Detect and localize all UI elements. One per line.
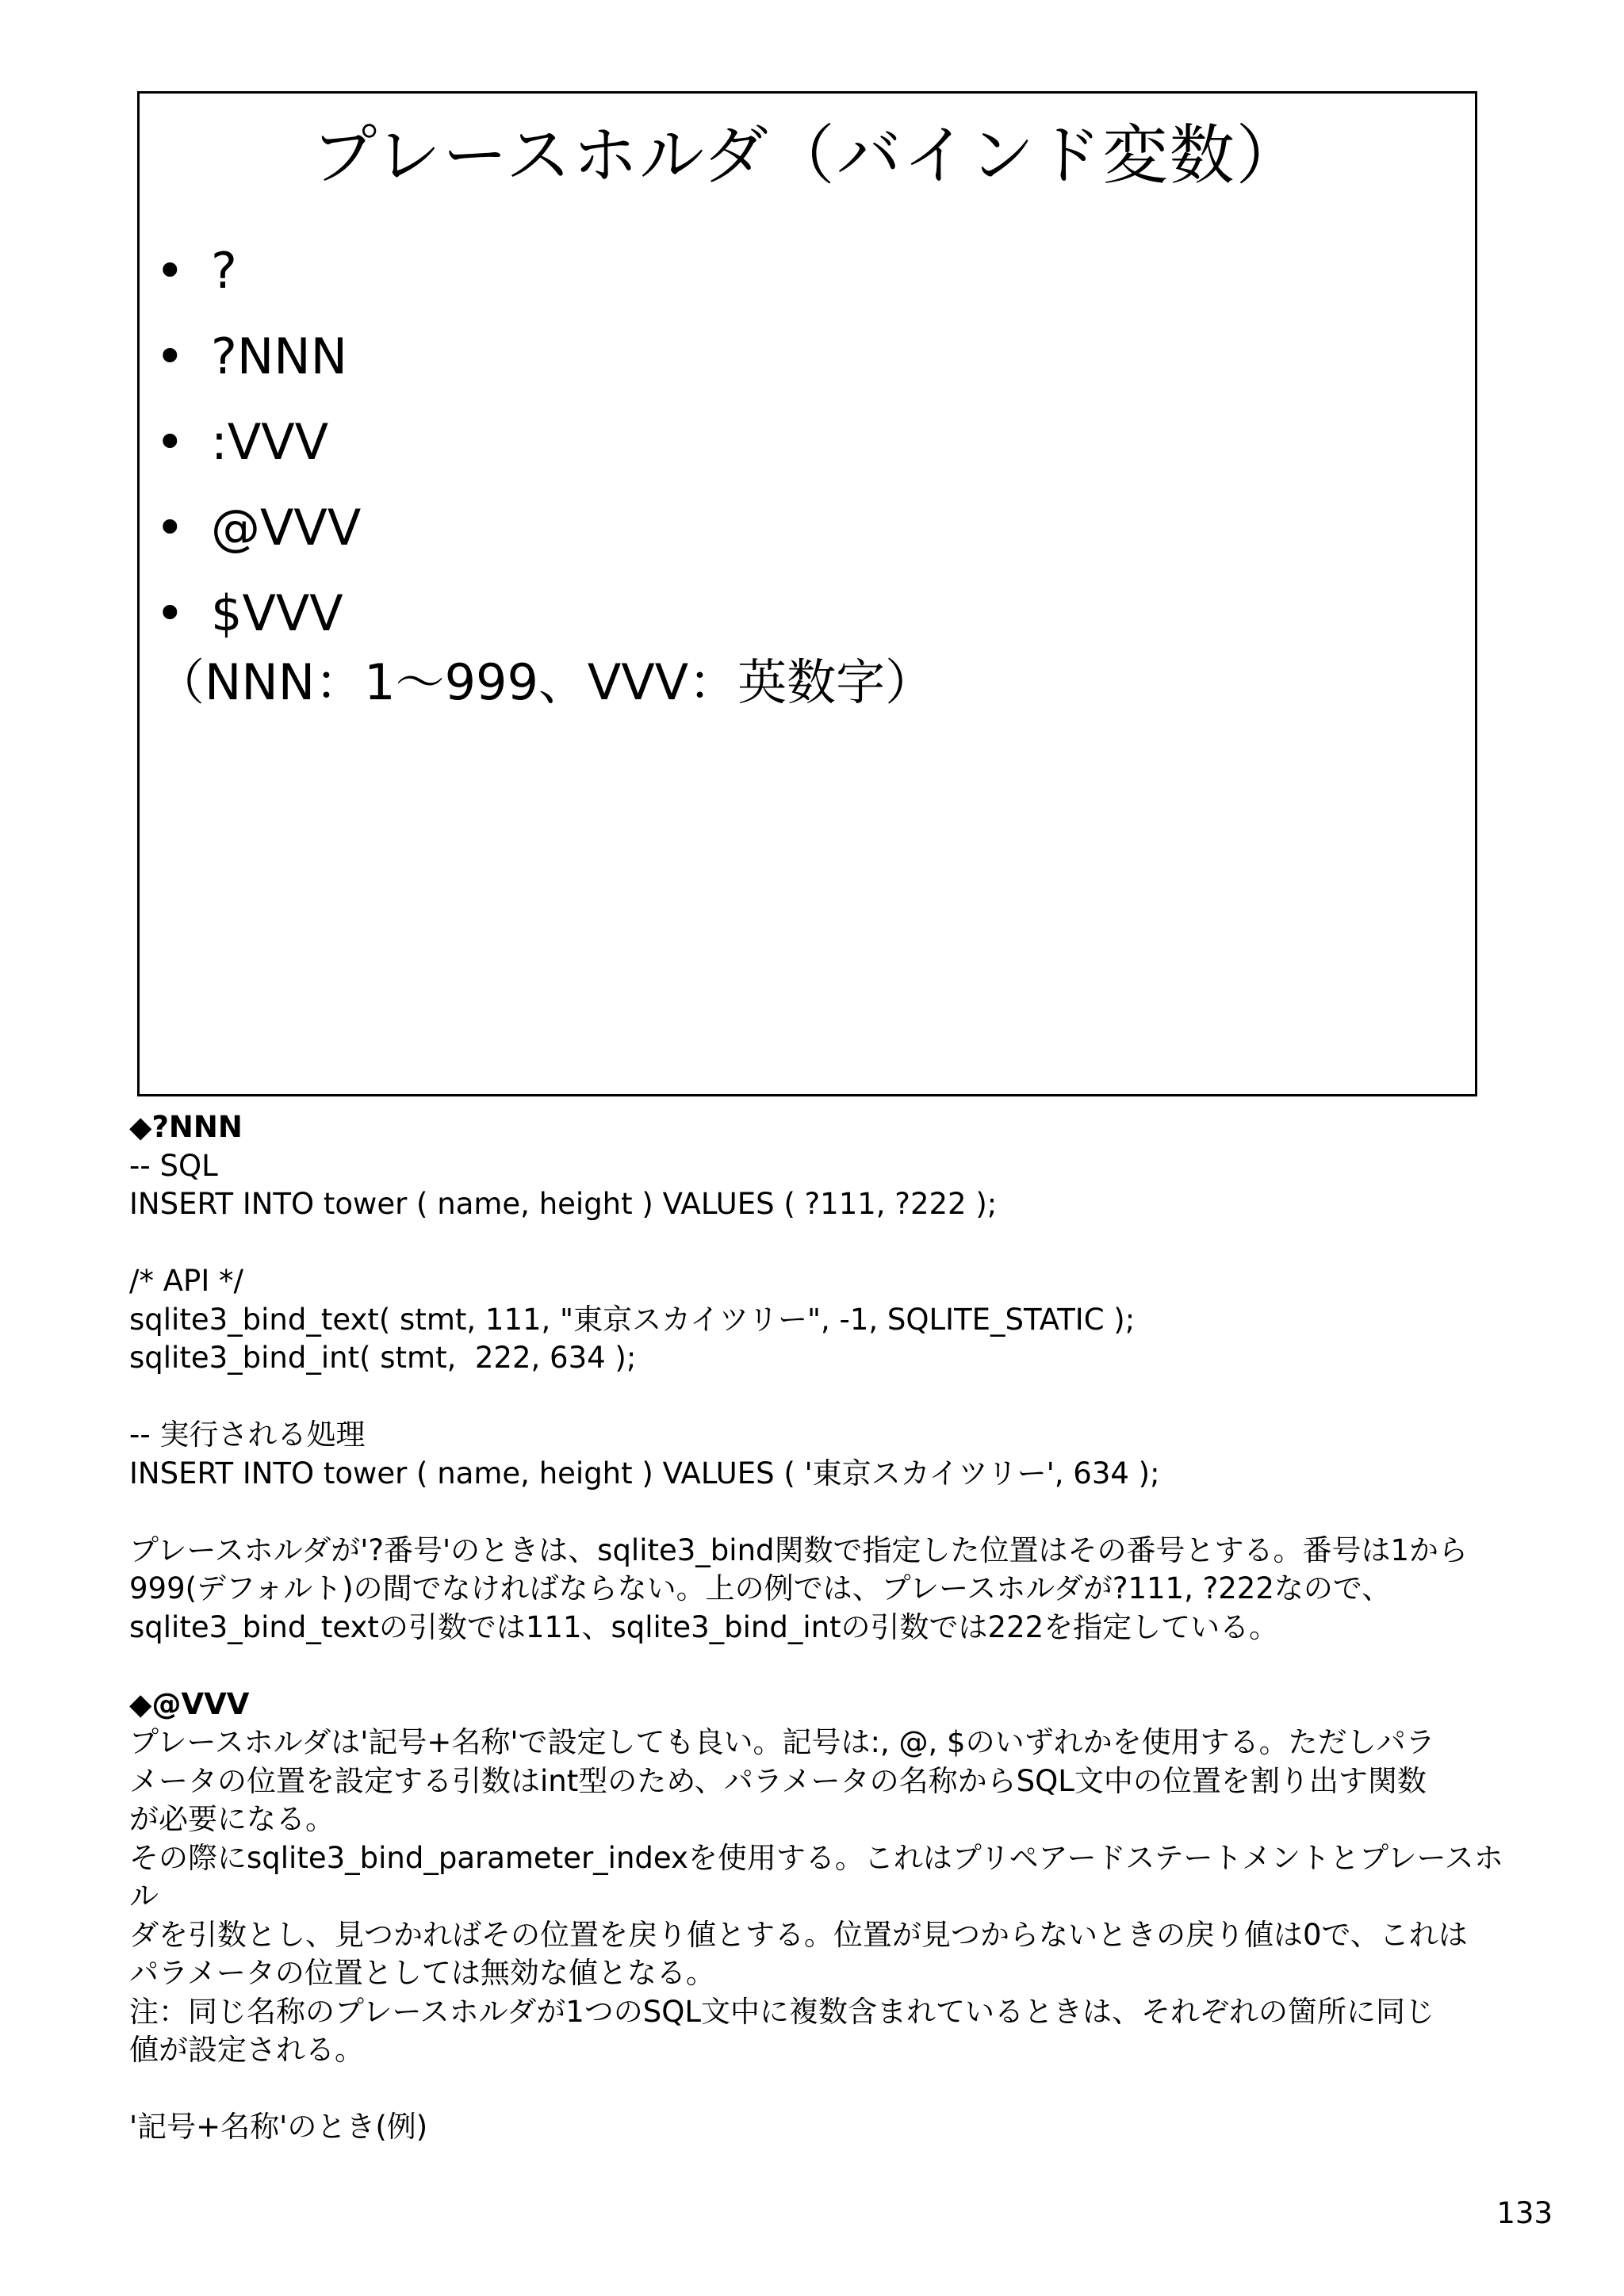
paragraph-line: プレースホルダは'記号+名称'で設定しても良い。記号は:, @, $のいずれかを使用する。ただしパラ [129,1725,1435,1759]
paragraph-line: 999(デフォルト)の間でなければならない。上の例では、プレースホルダが?111, ?222なので、 [129,1571,1392,1605]
bullet-icon: • [155,327,185,385]
list-item [155,571,361,656]
paragraph-line: メータの位置を設定する引数はint型のため、パラメータの名称からSQL文中の位置を割り出す関数 [129,1763,1427,1798]
paragraph-line: sqlite3_bind_textの引数では111、sqlite3_bind_intの引数では222を指定している。 [129,1609,1279,1644]
example-label: '記号+名称'のとき(例) [129,2110,428,2144]
code-exec-insert: INSERT INTO tower ( name, height ) VALUES ( '東京スカイツリー', 634 ); [129,1456,1160,1490]
bullet-icon: • [155,499,185,557]
placeholder-list [155,228,361,656]
bullet-icon: • [155,413,185,471]
paragraph-line: プレースホルダが'?番号'のときは、sqlite3_bind関数で指定した位置はその番号とする。番号は1から [129,1533,1469,1567]
section-heading-vvv: ◆@VVV [129,1686,250,1721]
code-sql-insert: INSERT INTO tower ( name, height ) VALUES ( ?111, ?222 ); [129,1187,998,1221]
code-comment-api: /* API */ [129,1264,243,1298]
list-item-text: ?NNN [211,327,348,385]
bullet-icon: • [155,584,185,642]
list-item [155,400,361,485]
code-bind-text: sqlite3_bind_text( stmt, 111, "東京スカイツリー", -1, SQLITE_STATIC ); [129,1302,1136,1337]
slide-frame [137,91,1477,1096]
list-item-text: @VVV [211,499,362,557]
bullet-icon: • [155,242,185,300]
paragraph-line: 値が設定される。 [129,2033,364,2067]
paragraph-line: 注：同じ名称のプレースホルダが1つのSQL文中に複数含まれているときは、それぞれの箇所に同じ [129,1994,1434,2029]
paragraph-line: ダを引数とし、見つかればその位置を戻り値とする。位置が見つからないときの戻り値は0で、これは [129,1917,1468,1952]
list-item-text: ? [211,242,237,300]
code-comment-sql: -- SQL [129,1148,218,1183]
list-item [155,314,361,400]
paragraph-line: が必要になる。 [129,1802,335,1836]
code-comment-exec: -- 実行される処理 [129,1418,366,1452]
list-item [155,485,361,571]
slide-range-note: （NNN：1〜999、VVV：英数字） [155,653,935,711]
list-item-text: :VVV [211,413,329,471]
blank-line [129,1378,1509,1417]
page-number: 133 [1496,2196,1553,2230]
section-heading-nnn: ◆?NNN [129,1110,243,1144]
speaker-notes [129,1108,1509,2147]
blank-line [129,1224,1509,1263]
blank-line [129,1647,1509,1686]
list-item [155,228,361,314]
list-item-text: $VVV [211,584,343,642]
blank-line [129,2070,1509,2109]
blank-line [129,1493,1509,1532]
paragraph-line: その際にsqlite3_bind_parameter_indexを使用する。これはプリペアードステートメントとプレースホル [129,1840,1503,1913]
paragraph-line: パラメータの位置としては無効な値となる。 [129,1956,715,1990]
slide-title: プレースホルダ（バインド変数） [312,118,1303,193]
code-bind-int: sqlite3_bind_int( stmt, 222, 634 ); [129,1341,637,1375]
